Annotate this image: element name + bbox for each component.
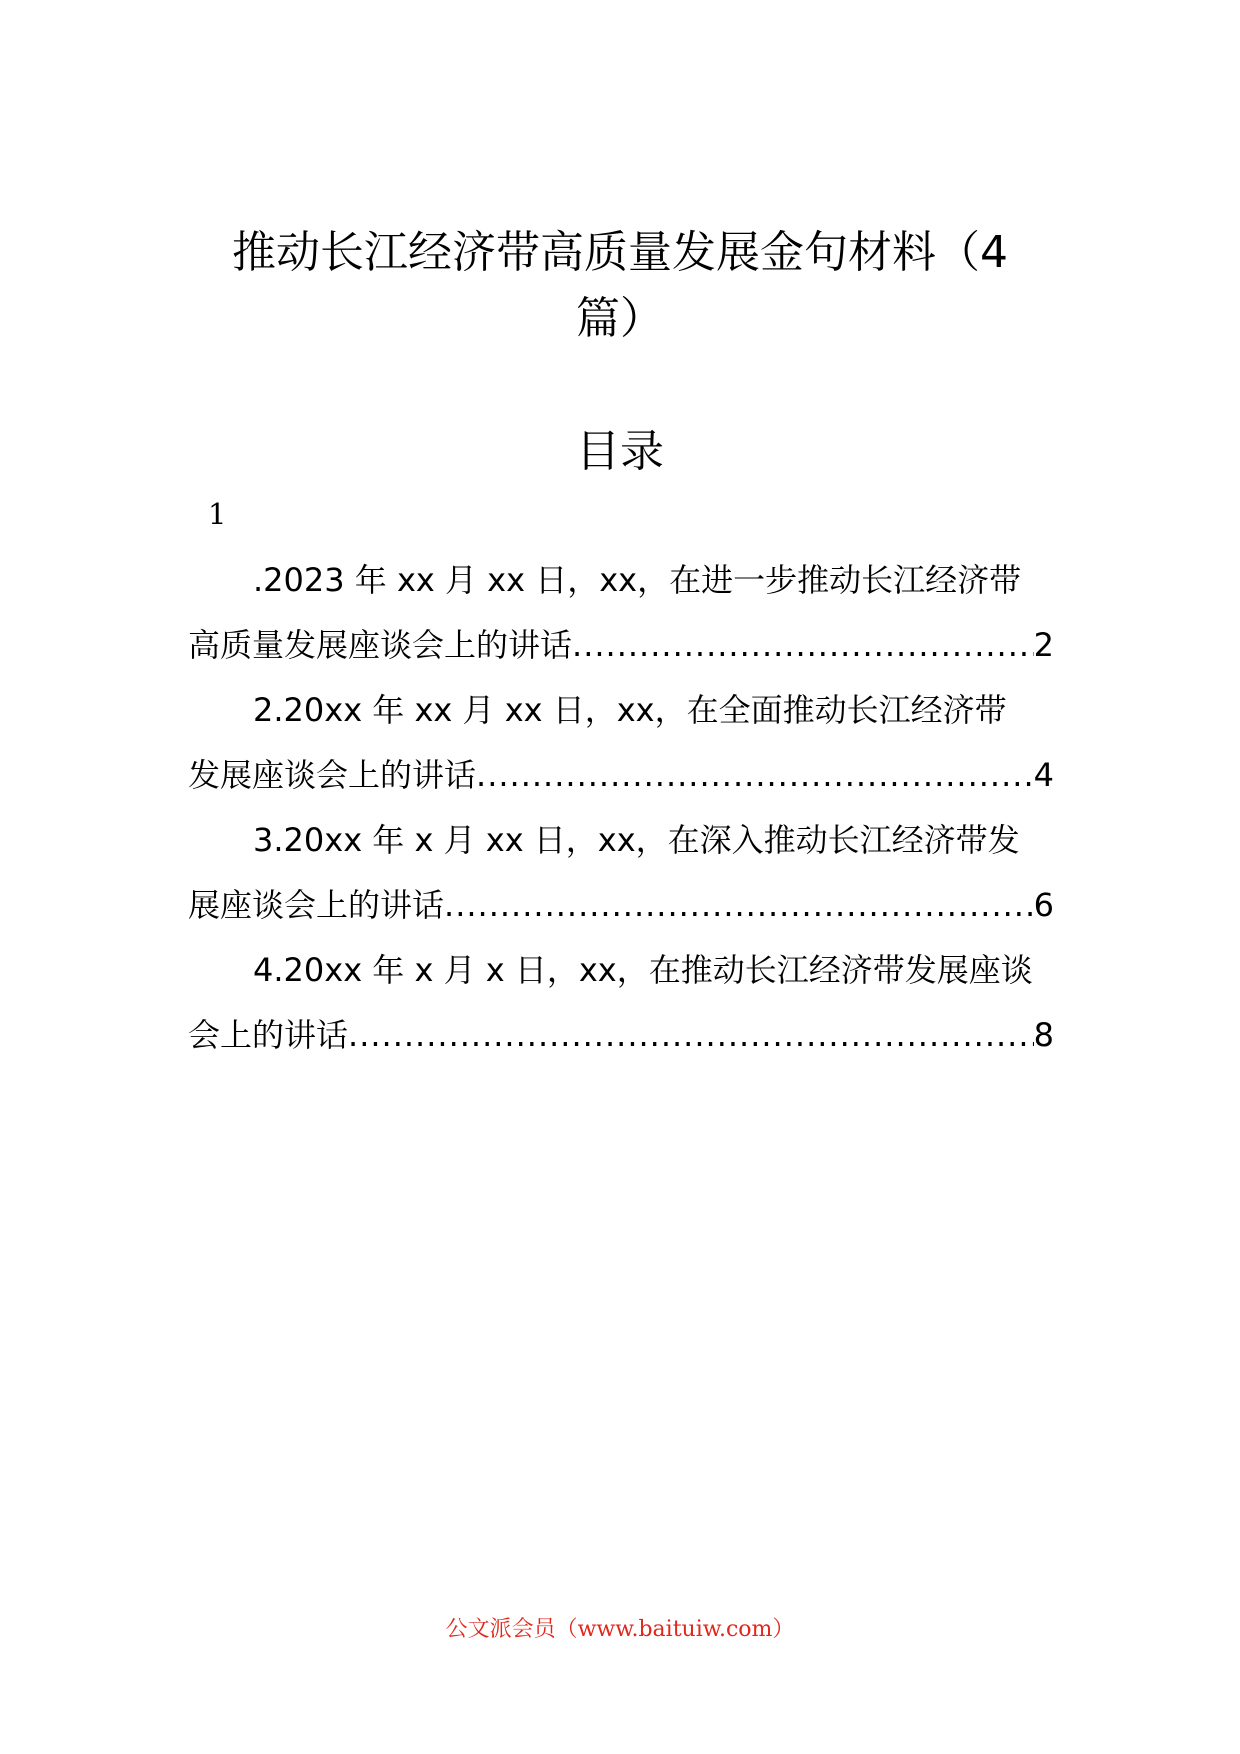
toc-leader-dots: [348, 1003, 1034, 1068]
toc-entry-title: 2.20xx 年 xx 月 xx 日，xx，在全面推动长江经济带: [253, 691, 1007, 729]
toc-leader-dots: [444, 873, 1034, 938]
document-title-line-2: 篇）: [576, 293, 664, 344]
toc-leader-dots: [572, 613, 1034, 678]
toc-entry-3[interactable]: [188, 808, 1054, 938]
toc-heading: 目录: [576, 426, 664, 477]
toc-entry-2[interactable]: [188, 678, 1054, 808]
toc-entry-title: 3.20xx 年 x 月 xx 日，xx，在深入推动长江经济带发: [253, 821, 1020, 859]
toc-entry-1[interactable]: [188, 548, 1054, 678]
toc-page-number: 6: [1033, 886, 1054, 924]
footer-watermark: 公文派会员（www.baituiw.com）: [445, 1617, 795, 1642]
toc-entry-title-cont: 会上的讲话: [188, 1016, 349, 1054]
document-title: [150, 220, 1090, 352]
toc-leader-dots: [476, 743, 1034, 808]
table-of-contents: [188, 548, 1054, 1068]
toc-entry-title-cont: 发展座谈会上的讲话: [188, 756, 477, 794]
toc-entry-title: .2023 年 xx 月 xx 日，xx，在进一步推动长江经济带: [253, 561, 1022, 599]
toc-marker: 1: [208, 497, 227, 531]
document-title-line-1: 推动长江经济带高质量发展金句材料（4: [232, 227, 1008, 278]
toc-entry-title: 4.20xx 年 x 月 x 日，xx，在推动长江经济带发展座谈: [253, 951, 1033, 989]
toc-page-number: 8: [1033, 1016, 1054, 1054]
toc-page-number: 2: [1033, 626, 1054, 664]
toc-entry-4[interactable]: [188, 938, 1054, 1068]
toc-entry-title-cont: 展座谈会上的讲话: [188, 886, 445, 924]
toc-page-number: 4: [1033, 756, 1054, 794]
toc-entry-title-cont: 高质量发展座谈会上的讲话: [188, 626, 573, 664]
